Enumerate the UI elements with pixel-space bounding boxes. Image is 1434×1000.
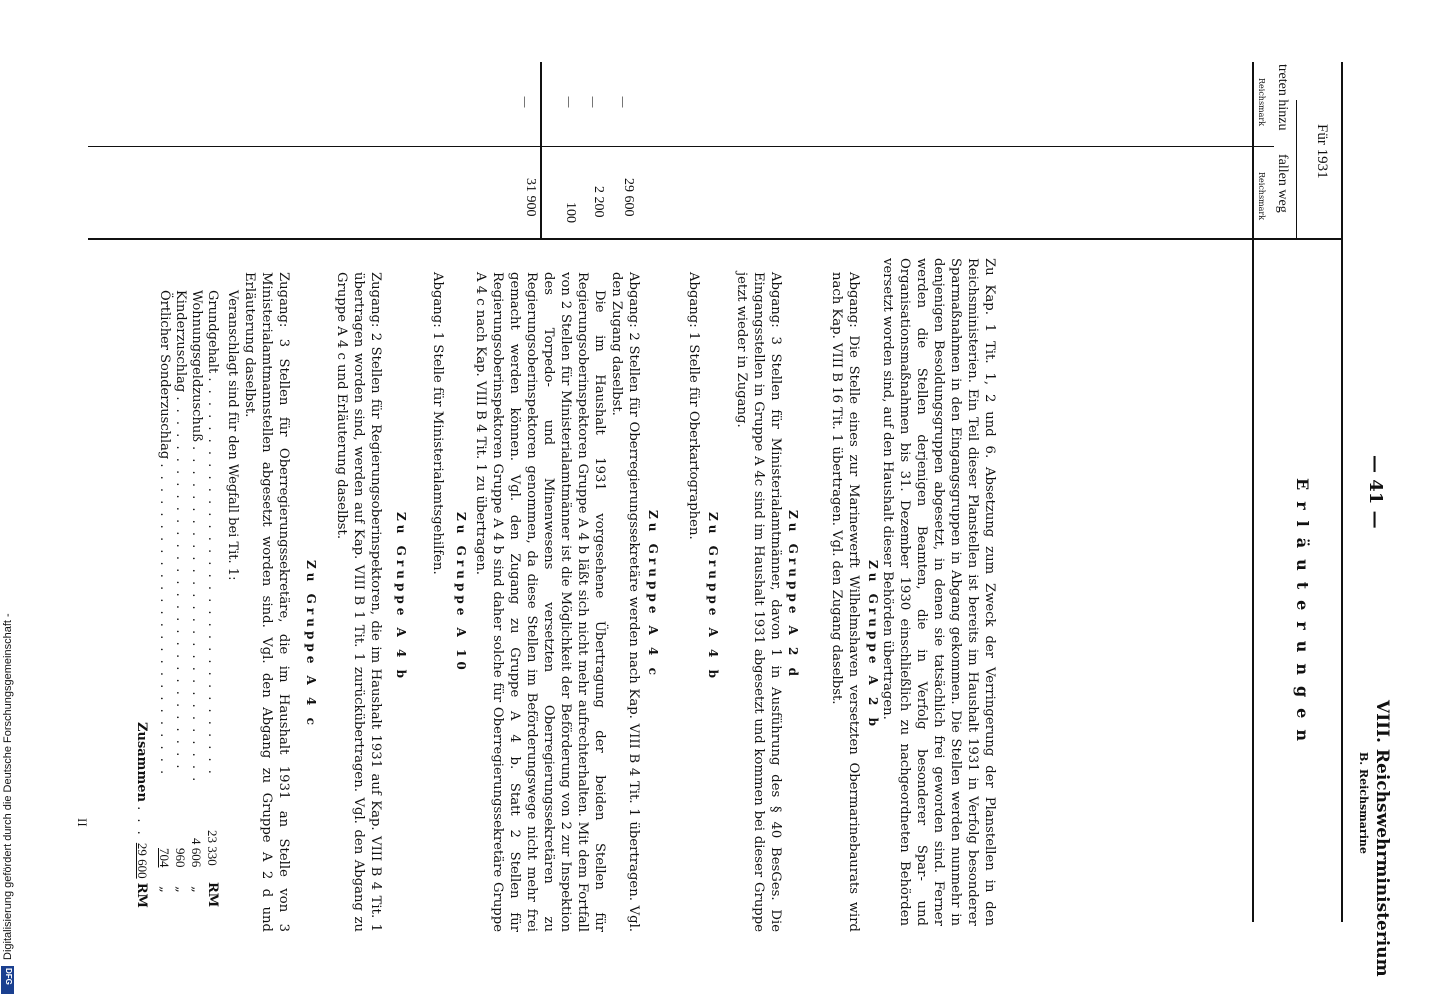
calc-unit-1: RM bbox=[205, 882, 220, 908]
calc-value-1: 23 330 bbox=[205, 830, 220, 866]
group-text-a4b-zugang-body: Zugang: 2 Stellen für Regierungsoberinspektoren, die im Haushalt 1931 auf Kap. VIII B 4 Tit. 1 übertragen worden sind, werden auf Kap. VIII B 1 Tit. 1 zurückübertragen. Vgl. den Abgang zu Gruppe A 4 c und Erläuterung daselbst. bbox=[334, 272, 383, 932]
add-dash-1: — bbox=[616, 96, 630, 108]
drop-value-1: 29 600 bbox=[621, 178, 636, 217]
calc-intro: Veranschlagt sind für den Wegfall bei Tit. 1: bbox=[225, 290, 240, 581]
group-text-a4b-abgang bbox=[685, 272, 702, 932]
calc-value-3: 960 bbox=[173, 848, 188, 868]
drop-total: 31 900 bbox=[523, 178, 538, 217]
drop-value-3: 100 bbox=[563, 202, 578, 223]
calc-total-label: Zusammen bbox=[134, 722, 149, 802]
calc-total-unit: RM bbox=[134, 882, 149, 908]
group-title-a2b: Zu Gruppe A 2 b bbox=[866, 560, 880, 730]
calc-dots-2: . . . . . . . . . . . . . . . . . . . . . . . . . . . . bbox=[189, 446, 204, 784]
calc-total-row bbox=[134, 722, 150, 908]
digitization-note: Digitalisierung gefördert durch die Deutsche Forschungsgemeinschaft - bbox=[2, 613, 14, 960]
calc-label-2: Wohnungsgeldzuschuß bbox=[189, 290, 204, 442]
subchapter-heading: B. Reichsmarine bbox=[1357, 752, 1370, 854]
group-text-a4c-abgang bbox=[472, 272, 642, 932]
unit-drop: Reichsmark bbox=[1257, 172, 1266, 221]
group-title-a4b-zugang: Zu Gruppe A 4 b bbox=[394, 512, 408, 682]
group-text-a4b-zugang bbox=[333, 272, 384, 932]
group-title-a10: Zu Gruppe A 10 bbox=[454, 512, 468, 674]
calc-row-3 bbox=[173, 290, 188, 910]
add-dash-4: — bbox=[518, 96, 532, 108]
frame-rule-body bbox=[88, 238, 1342, 240]
group-text-a4c-abgang-body2: Die im Haushalt 1931 vorgesehene Übertragung der beiden Stellen für Regierungsoberinspektoren Gruppe A 4 b läßt sich nicht mehr aufrechterhalten. Mit dem Fortfall von 2 Stellen für Ministerialamtmänner ist die Möglichkeit der Beförderung von 2 zur Inspektion des Torpedo- und Minenwesens versetzten Oberregierungssekretären zu Regierungsoberinspektoren genommen, da diese Stellen im Beförderungswege nicht mehr frei gemacht werden können. Vgl. den Zugang zu Gruppe A 4 b. Statt 2 Stellen für Regierungsoberinspektoren Gruppe A 4 b sind daher solche für Oberregierungssekretäre Gruppe A 4 c nach Kap. VIII B 4 Tit. 1 zu übertragen. bbox=[473, 272, 607, 932]
table-header-year: Für 1931 bbox=[1314, 124, 1330, 179]
frame-rule-year bbox=[1296, 100, 1297, 238]
total-rule bbox=[540, 62, 542, 238]
group-text-a2b-body: Abgang: Die Stelle eines zur Marinewerft Wilhelmshaven versetzten Obermarinebaurats wird nach Kap. VIII B 16 Tit. 1 übertragen. Vgl. den Zugang daselbst. bbox=[829, 272, 861, 932]
frame-rule-amounts bbox=[88, 146, 1258, 147]
frame-rule-column bbox=[1252, 62, 1254, 922]
frame-rule-right bbox=[1341, 62, 1343, 922]
calc-row-1 bbox=[205, 290, 220, 910]
calc-dots-4: . . . . . . . . . . . . . . . . . . . . . . . . . . bbox=[157, 463, 172, 777]
group-title-a2d: Zu Gruppe A 2 d bbox=[786, 510, 800, 680]
add-dash-3: — bbox=[562, 96, 576, 108]
dfg-logo bbox=[1, 966, 14, 994]
group-text-a4c-abgang-body: Abgang: 2 Stellen für Oberregierungssekretäre werden nach Kap. VIII B 4 Tit. 1 übertragen. Vgl. den Zugang daselbst. bbox=[609, 272, 641, 932]
section-title: Erläuterungen bbox=[1293, 478, 1312, 752]
group-title-a4c-abgang: Zu Gruppe A 4 c bbox=[646, 510, 660, 679]
calc-label-1: Grundgehalt bbox=[205, 290, 220, 374]
group-text-a4c-zugang bbox=[241, 272, 292, 932]
calc-row-4 bbox=[157, 290, 172, 910]
calc-unit-3: „ bbox=[173, 886, 188, 893]
calc-total-value: 29 600 bbox=[135, 842, 150, 879]
calc-label-4: Örtlicher Sonderzuschlag bbox=[157, 290, 172, 460]
group-text-a4b-abgang-body: Abgang: 1 Stelle für Oberkartographen. bbox=[686, 272, 701, 540]
table-header-add: treten hinzu bbox=[1275, 64, 1290, 131]
group-title-a4c-zugang: Zu Gruppe A 4 c bbox=[304, 560, 318, 729]
intro-text: Zu Kap. 1 Tit. 1, 2 und 6. Absetzung zum Zweck der Verringerung der Planstellen in den Reichsministerien. Ein Teil dieser Planstellen ist bereits im Haushalt 1931 in Verfolg besonderer Sparmaßnahmen in den Eingangsgruppen in Abgang gekommen. Die Stellen werden nunmehr in denjenigen Besoldungsgruppen abgesetzt, in denen sie tatsächlich frei geworden sind. Ferner werden die Stellen derjenigen Beamten, die in Verfolg besonderer Spar- und Organisationsmaßnahmen bis 31. Dezember 1930 einschließlich zu nachgeordneten Behörden versetzt worden sind, auf den Haushalt dieser Behörden übertragen. bbox=[880, 258, 997, 926]
calc-label-3: Kinderzuschlag bbox=[173, 290, 188, 393]
unit-add: Reichsmark bbox=[1257, 78, 1266, 127]
group-text-a10 bbox=[429, 272, 446, 932]
calc-value-2: 4 606 bbox=[189, 838, 204, 868]
table-header-drop: fallen weg bbox=[1275, 154, 1290, 213]
add-dash-2: — bbox=[586, 96, 600, 108]
signature-mark: II bbox=[75, 818, 90, 827]
drop-value-2: 2 200 bbox=[591, 186, 606, 218]
calc-unit-2: „ bbox=[189, 886, 204, 893]
group-text-a2d-body: Abgang: 3 Stellen für Ministerialamtmänner, davon 1 in Ausführung des § 40 BesGes. Die Eingangsstellen in Gruppe A 4c sind im Haushalt 1931 abgesetzt und kommen bei dieser Gruppe jetzt wieder in Zugang. bbox=[734, 272, 783, 932]
calc-row-2 bbox=[189, 290, 204, 910]
calc-unit-4: „ bbox=[157, 886, 172, 893]
calc-value-4: 704 bbox=[157, 848, 172, 868]
frame-rule-amounts-head bbox=[1258, 146, 1274, 147]
chapter-heading: VIII. Reichswehrministerium bbox=[1372, 700, 1392, 977]
group-title-a4b-abgang: Zu Gruppe A 4 b bbox=[706, 512, 720, 682]
intro-paragraph bbox=[879, 258, 998, 926]
group-text-a2b bbox=[828, 272, 862, 932]
calc-dots-1: . . . . . . . . . . . . . . . . . . . . . . . . . . . . . . . . . bbox=[205, 377, 220, 776]
calc-dots-3: . . . . . . . . . . . . . . . . . . . . . . . . . . . . . . . bbox=[173, 396, 188, 771]
group-text-a10-body: Abgang: 1 Stelle für Ministerialamtsgehilfen. bbox=[430, 272, 445, 575]
page-number: — 41 — bbox=[1365, 455, 1386, 529]
group-text-a2d bbox=[733, 272, 784, 932]
dfg-logo-text: DFG bbox=[4, 968, 13, 985]
calc-total-dots: . . . bbox=[134, 806, 149, 843]
group-text-a4c-zugang-body: Zugang: 3 Stellen für Oberregierungssekretäre, die im Haushalt 1931 an Stelle von 3 Ministerialamtmannstellen abgesetzt worden sind. Vgl. den Abgang zu Gruppe A 2 d und Erläuterung daselbst. bbox=[242, 272, 291, 932]
